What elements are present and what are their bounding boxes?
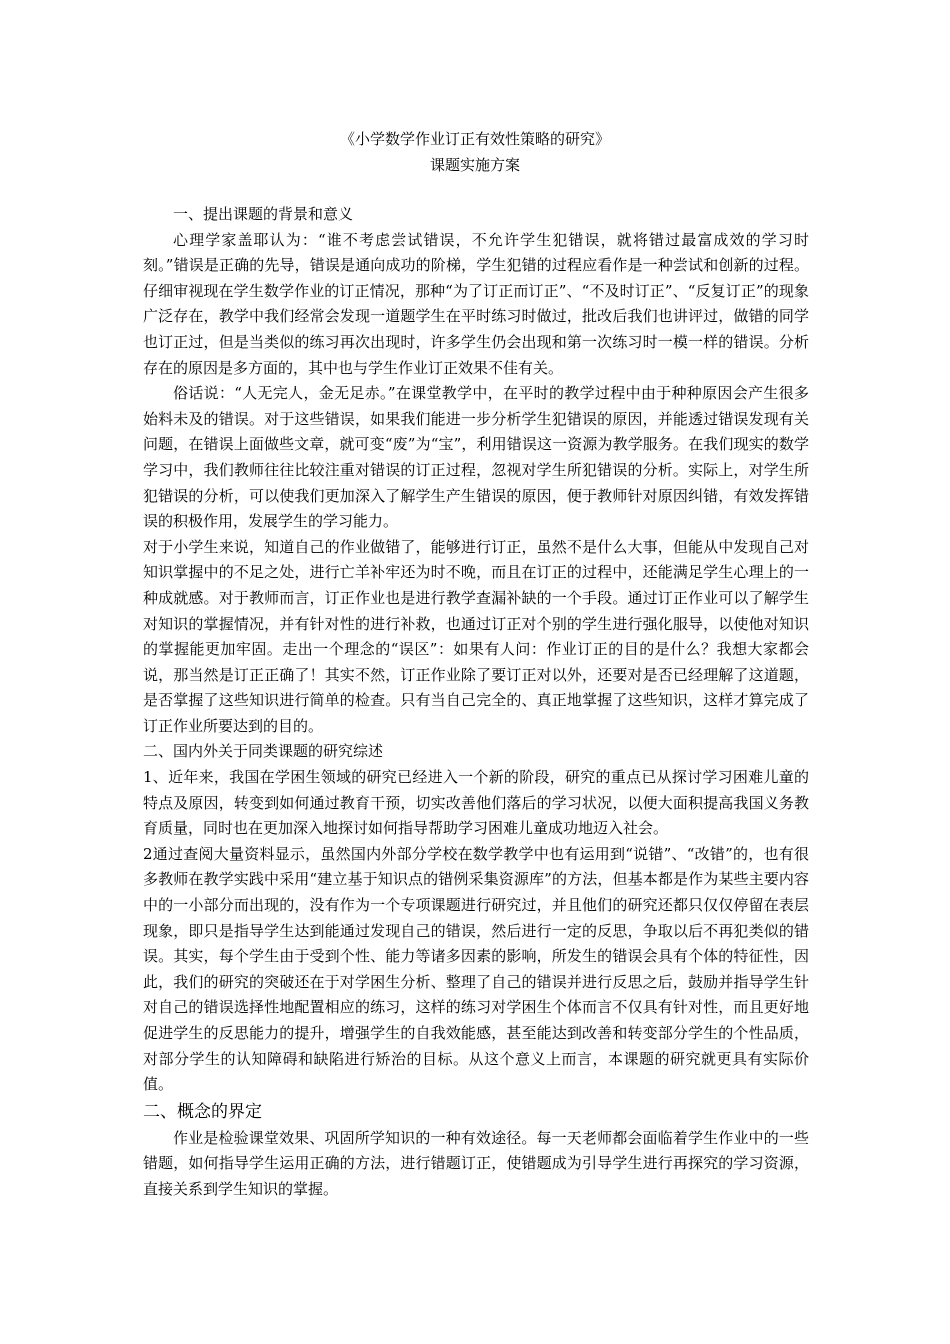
section1-paragraph-2: 俗话说：“人无完人，金无足赤。”在课堂教学中，在平时的教学过程中由于种种原因会产生很多始料未及的错误。对于这些错误，如果我们能进一步分析学生犯错误的原因，并能透过错误发现有关问题，在错误上面做些文章，就可变“废”为“宝”，利用错误这一资源为教学服务。在我们现实的数学学习中，我们教师往往比较注重对错误的订正过程，忽视对学生所犯错误的分析。实际上，对学生所犯错误的分析，可以使我们更加深入了解学生产生错误的原因，便于教师针对原因纠错，有效发挥错误的积极作用，发展学生的学习能力。: [143, 384, 809, 531]
section2-heading: 二、国内外关于同类课题的研究综述: [143, 742, 384, 761]
section2-paragraph-2: 2通过查阅大量资料显示，虽然国内外部分学校在数学教学中也有运用到“说错”、“改错”的，也有很多教师在教学实践中采用“建立基于知识点的错例采集资源库”的方法，但基本都是作为某些主要内容中的一小部分而出现的，没有作为一个专项课题进行研究过，并且他们的研究还都只仅仅停留在表层现象，即只是指导学生达到能通过发现自己的错误，然后进行一定的反思，争取以后不再犯类似的错误。其实，每个学生由于受到个性、能力等诸多因素的影响，所发生的错误会具有个体的特征性，因此，我们的研究的突破还在于对学困生分析、整理了自己的错误并进行反思之后，鼓励并指导学生针对自己的错误选择性地配置相应的练习，这样的练习对学困生个体而言不仅具有针对性，而且更好地促进学生的反思能力的提升，增强学生的自我效能感，甚至能达到改善和转变部分学生的个性品质，对部分学生的认知障碍和缺陷进行矫治的目标。从这个意义上而言，本课题的研究就更具有实际价值。: [143, 844, 809, 1094]
title-block: [0, 126, 950, 178]
section3-paragraph-1: 作业是检验课堂效果、巩固所学知识的一种有效途径。每一天老师都会面临着学生作业中的一些错题，如何指导学生运用正确的方法，进行错题订正，使错题成为引导学生进行再探究的学习资源，直接关系到学生知识的掌握。: [143, 1128, 809, 1198]
section3-heading: 二、概念的界定: [143, 1101, 262, 1122]
document-subtitle: 课题实施方案: [429, 156, 520, 174]
section1-paragraph-3: 对于小学生来说，知道自己的作业做错了，能够进行订正，虽然不是什么大事，但能从中发现自己对知识掌握中的不足之处，进行亡羊补牢还为时不晚，而且在订正的过程中，还能满足学生心理上的一种成就感。对于教师而言，订正作业也是进行教学查漏补缺的一个手段。通过订正作业可以了解学生对知识的掌握情况，并有针对性的进行补救，也通过订正对个别的学生进行强化服导，以使他对知识的掌握能更加牢固。走出一个理念的“误区”：如果有人问：作业订正的目的是什么？我想大家都会说，那当然是订正正确了！其实不然，订正作业除了要订正对以外，还要对是否已经理解了这道题，是否掌握了这些知识进行简单的检查。只有当自己完全的、真正地掌握了这些知识，这样才算完成了订正作业所要达到的目的。: [143, 537, 809, 735]
section2-paragraph-1: 1、近年来，我国在学困生领域的研究已经进入一个新的阶段，研究的重点已从探讨学习困难儿童的特点及原因，转变到如何通过教育干预，切实改善他们落后的学习状况，以便大面积提高我国义务教育质量，同时也在更加深入地探讨如何指导帮助学习困难儿童成功地迈入社会。: [143, 768, 809, 838]
section1-paragraph-1: 心理学家盖耶认为：“谁不考虑尝试错误，不允许学生犯错误，就将错过最富成效的学习时刻。”错误是正确的先导，错误是通向成功的阶梯，学生犯错的过程应看作是一种尝试和创新的过程。仔细审视现在学生数学作业的订正情况，那种“为了订正而订正”、“不及时订正”、“反复订正”的现象广泛存在，教学中我们经常会发现一道题学生在平时练习时做过，批改后我们也讲评过，做错的同学也订正过，但是当类似的练习再次出现时，许多学生仍会出现和第一次练习时一模一样的错误。分析存在的原因是多方面的，其中也与学生作业订正效果不佳有关。: [143, 230, 809, 377]
section1-heading: 一、提出课题的背景和意义: [173, 205, 354, 223]
document-body: [143, 202, 809, 1203]
document-title: 《小学数学作业订正有效性策略的研究》: [339, 130, 610, 148]
